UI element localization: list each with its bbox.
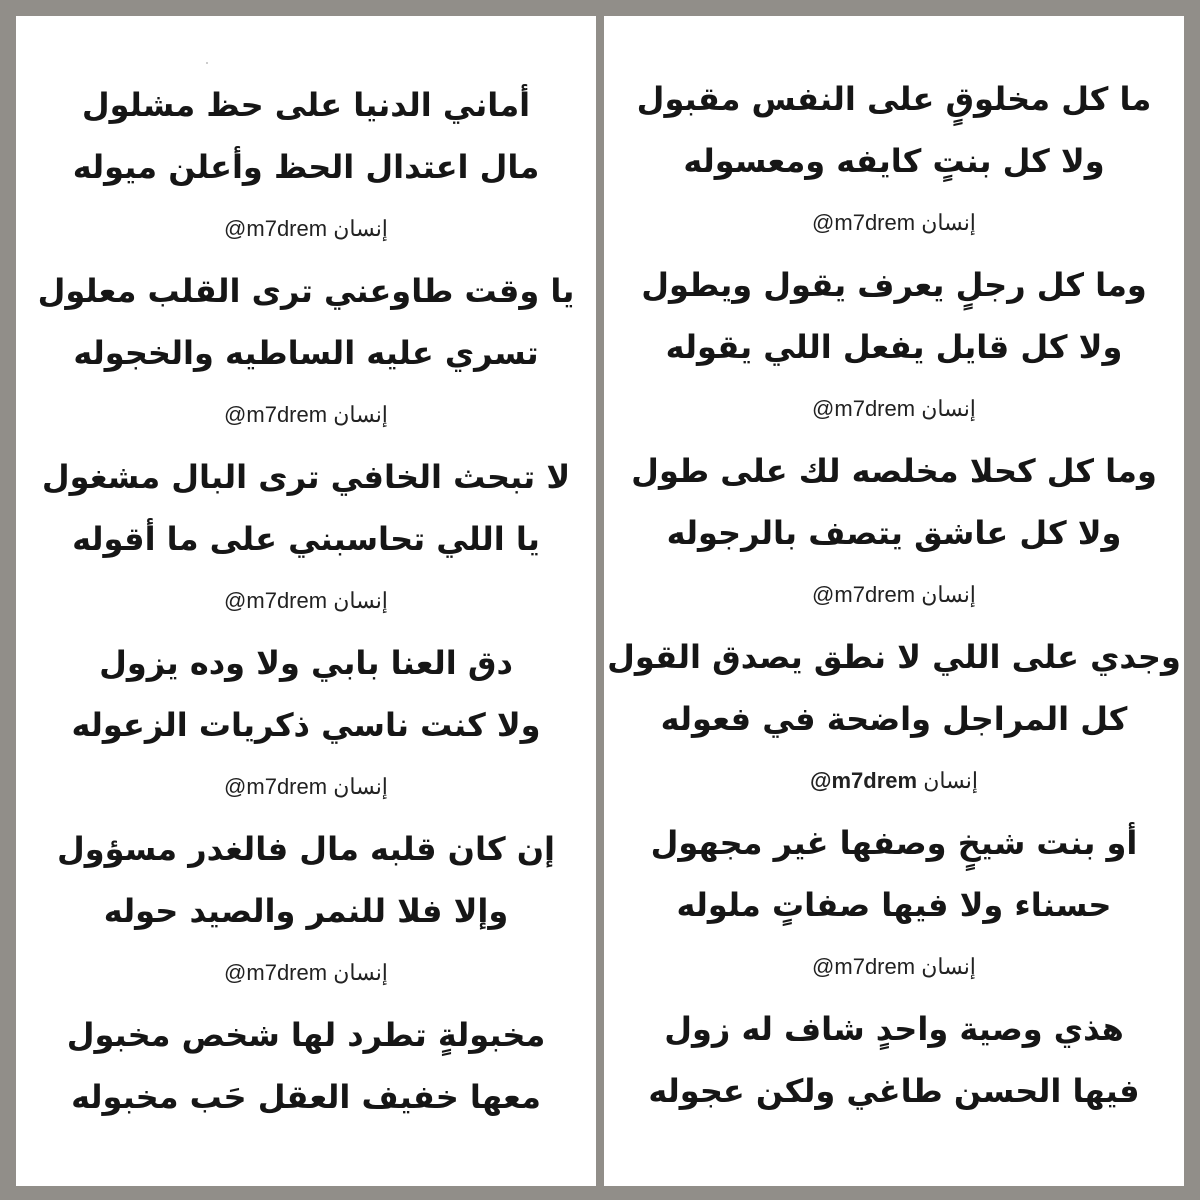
author-signature (16, 756, 596, 818)
verse-line: وما كل رجلٍ يعرف يقول ويطول (641, 266, 1147, 304)
verse-line: وإلا فلا للنمر والصيد حوله (103, 892, 509, 930)
author-handle: @m7drem (810, 768, 918, 793)
verse-line: وجدي على اللي لا نطق يصدق القول (607, 638, 1181, 676)
author-handle: @m7drem (224, 588, 328, 613)
author-signature (604, 936, 1184, 998)
author-handle: @m7drem (224, 774, 328, 799)
author-handle: @m7drem (812, 210, 916, 235)
author-name: إنسان (333, 216, 388, 241)
verse-line: ولا كل عاشق يتصف بالرجوله (666, 514, 1122, 552)
stanza (604, 440, 1184, 564)
author-name: إنسان (333, 588, 388, 613)
stanza (604, 254, 1184, 378)
verse-line: أماني الدنيا على حظ مشلول (81, 86, 531, 124)
stanza (16, 818, 596, 942)
author-signature (604, 750, 1184, 812)
verse-line: ولا كل قايل يفعل اللي يقوله (665, 328, 1123, 366)
verse-line: ولا كنت ناسي ذكريات الزعوله (71, 706, 541, 744)
author-signature (16, 570, 596, 632)
stanza (604, 998, 1184, 1122)
verse-line: فيها الحسن طاغي ولكن عجوله (648, 1072, 1140, 1110)
verse-line: كل المراجل واضحة في فعوله (660, 700, 1128, 738)
verse-line: يا اللي تحاسبني على ما أقوله (72, 520, 540, 558)
verse-line: ما كل مخلوقٍ على النفس مقبول (636, 80, 1152, 118)
author-handle: @m7drem (224, 216, 328, 241)
verse-line: حسناء ولا فيها صفاتٍ ملوله (676, 886, 1112, 924)
author-name: إنسان (333, 402, 388, 427)
author-name: إنسان (333, 774, 388, 799)
author-name: إنسان (921, 396, 976, 421)
verse-line: لا تبحث الخافي ترى البال مشغول (41, 458, 571, 496)
verse-line: دق العنا بابي ولا وده يزول (99, 644, 513, 682)
poem-page-left (16, 16, 596, 1186)
author-name: إنسان (921, 582, 976, 607)
author-handle: @m7drem (224, 960, 328, 985)
scan-speck (206, 62, 208, 64)
author-signature (604, 564, 1184, 626)
verse-line: إن كان قلبه مال فالغدر مسؤول (56, 830, 556, 868)
stanza (604, 626, 1184, 750)
author-name: إنسان (921, 210, 976, 235)
author-signature (16, 942, 596, 1004)
verse-line: تسري عليه الساطيه والخجوله (73, 334, 539, 372)
stanza (16, 260, 596, 384)
stanza (16, 446, 596, 570)
author-name: إنسان (333, 960, 388, 985)
stanza (16, 1004, 596, 1128)
author-handle: @m7drem (224, 402, 328, 427)
poem-page-right (604, 16, 1184, 1186)
author-handle: @m7drem (812, 396, 916, 421)
verse-line: هذي وصية واحدٍ شاف له زول (664, 1010, 1124, 1048)
author-handle: @m7drem (812, 582, 916, 607)
verse-line: ولا كل بنتٍ كايفه ومعسوله (683, 142, 1105, 180)
author-signature (16, 384, 596, 446)
verse-line: مخبولةٍ تطرد لها شخص مخبول (66, 1016, 546, 1054)
author-name: إنسان (923, 768, 978, 793)
stanza (604, 68, 1184, 192)
verse-line: يا وقت طاوعني ترى القلب معلول (37, 272, 575, 310)
stanza (16, 74, 596, 198)
author-handle: @m7drem (812, 954, 916, 979)
stanza (16, 632, 596, 756)
verse-line: أو بنت شيخٍ وصفها غير مجهول (650, 824, 1138, 862)
author-name: إنسان (921, 954, 976, 979)
verse-line: وما كل كحلا مخلصه لك على طول (631, 452, 1157, 490)
author-signature (604, 192, 1184, 254)
author-signature (604, 378, 1184, 440)
stanza (604, 812, 1184, 936)
verse-line: مال اعتدال الحظ وأعلن ميوله (72, 148, 540, 186)
author-signature (16, 198, 596, 260)
verse-line: معها خفيف العقل حَب مخبوله (71, 1078, 541, 1116)
